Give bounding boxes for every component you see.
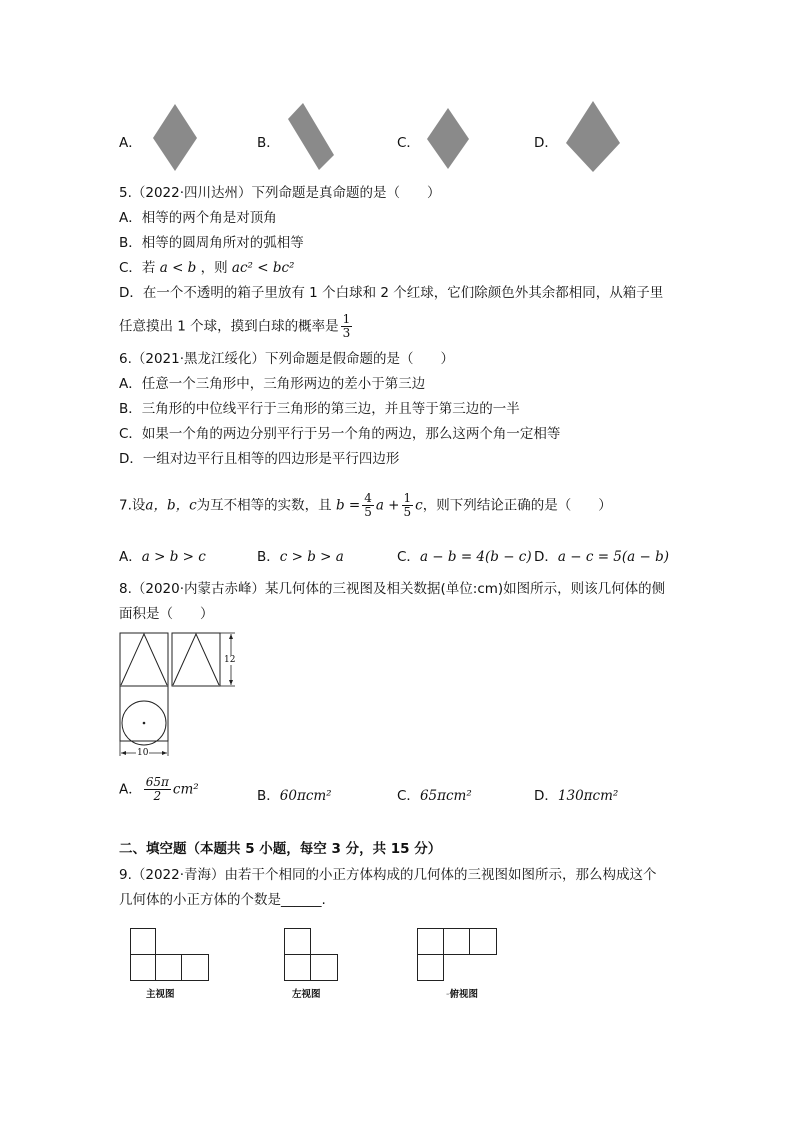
q9-top-view-caption-text: 俯视图 <box>449 989 478 1000</box>
q8-width-dimension: 10 <box>137 748 149 758</box>
q5-option-d-line2 <box>119 313 354 340</box>
q7-stem-suffix: ，则下列结论正确的是（ ） <box>422 497 612 514</box>
q4-option-c-shape <box>426 108 470 170</box>
q7-option-c <box>397 545 532 565</box>
q7-stem-mid: 为互不相等的实数，且 <box>196 497 332 514</box>
top-view-box <box>120 686 168 741</box>
q8-option-c-label: C． <box>397 788 420 804</box>
q7-option-a-label: A． <box>119 549 142 565</box>
q4-option-a-shape <box>152 104 198 172</box>
q5-option-c-mid: ，则 <box>200 260 228 276</box>
q7-option-a-expr: a > b > c <box>141 549 206 565</box>
q9-stem-line2: 几何体的小正方体的个数是______. <box>119 892 326 908</box>
q8-option-a <box>119 776 199 803</box>
q7-fraction-2 <box>402 492 414 519</box>
q7-variables: a，b，c <box>145 497 197 514</box>
caption-marker: - <box>446 989 450 1000</box>
q7-fraction-1 <box>362 492 374 519</box>
fraction-denominator: 5 <box>364 505 372 519</box>
q9-left-view <box>284 928 340 982</box>
q7-option-c-expr: a − b = 4(b − c) <box>419 549 532 565</box>
q9-top-view-caption <box>446 986 478 1000</box>
q8-option-d-label: D． <box>534 788 558 804</box>
q8-three-views-figure <box>119 632 244 760</box>
q5-option-c-result: ac² < bc² <box>231 260 295 276</box>
side-view-triangle <box>173 634 219 685</box>
q5-option-c-prefix: C．若 <box>119 260 156 276</box>
q7-option-d-expr: a − c = 5(a − b) <box>557 549 670 565</box>
q7-option-b-label: B． <box>257 549 280 565</box>
q5-option-d-line1: D．在一个不透明的箱子里放有 1 个白球和 2 个红球，它们除颜色外其余都相同，从箱子里 <box>119 285 664 301</box>
q5-option-d-text: 任意摸出 1 个球，摸到白球的概率是 <box>119 318 339 335</box>
q5-option-c-condition: a < b <box>159 260 197 276</box>
fraction-denominator: 2 <box>153 789 162 803</box>
fraction-numerator: 1 <box>403 491 412 505</box>
fraction-denominator: 3 <box>342 326 351 340</box>
q7-equation-lhs: b = <box>335 497 361 514</box>
q6-option-d: D．一组对边平行且相等的四边形是平行四边形 <box>119 451 400 467</box>
q6-option-a: A．任意一个三角形中，三角形两边的差小于第三边 <box>119 376 426 392</box>
q7-option-d-label: D． <box>534 549 558 565</box>
fraction-numerator: 65π <box>145 775 169 789</box>
q5-option-d-fraction <box>341 313 353 340</box>
q5-option-b: B．相等的圆周角所对的弧相等 <box>119 235 304 251</box>
q7-option-d <box>534 545 669 565</box>
q8-option-a-unit: cm² <box>172 781 199 798</box>
fraction-denominator: 5 <box>403 505 412 519</box>
q6-option-c: C．如果一个角的两边分别平行于另一个角的两边，那么这两个角一定相等 <box>119 426 561 442</box>
q7-option-a <box>119 545 206 565</box>
fraction-numerator: 4 <box>364 491 372 505</box>
q8-option-d-expr: 130πcm² <box>557 788 619 804</box>
side-view-box <box>172 633 220 686</box>
q9-front-view <box>130 928 210 982</box>
q8-height-dimension: 12 <box>224 655 236 665</box>
q8-option-c <box>397 784 472 804</box>
q4-option-a-label: A． <box>119 135 142 151</box>
front-view-box <box>120 633 168 686</box>
q8-option-b-expr: 60πcm² <box>279 788 332 804</box>
q6-stem: 6.（2021·黑龙江绥化）下列命题是假命题的是（ ） <box>119 351 455 367</box>
q8-stem-line1: 8.（2020·内蒙古赤峰）某几何体的三视图及相关数据(单位:cm)如图所示，则该几何体的侧 <box>119 581 666 597</box>
q4-option-d-shape <box>565 101 621 173</box>
q8-option-a-fraction <box>144 776 171 803</box>
q9-front-view-caption: 主视图 <box>146 989 175 1000</box>
q8-option-c-expr: 65πcm² <box>419 788 472 804</box>
q5-stem: 5.（2022·四川达州）下列命题是真命题的是（ ） <box>119 185 441 201</box>
q9-top-view <box>417 928 499 982</box>
q7-term-2: c <box>415 497 423 514</box>
q7-term-1: a + <box>375 497 400 514</box>
q4-option-c-label: C． <box>397 135 420 151</box>
q9-left-view-caption: 左视图 <box>292 989 321 1000</box>
q5-option-a: A．相等的两个角是对顶角 <box>119 210 277 226</box>
q8-option-a-label: A． <box>119 781 142 798</box>
q7-option-c-label: C． <box>397 549 420 565</box>
q5-option-c <box>119 259 294 277</box>
fraction-numerator: 1 <box>342 312 351 326</box>
q9-stem-line1: 9.（2022·青海）由若干个相同的小正方体构成的几何体的三视图如图所示，那么构成这个 <box>119 867 657 883</box>
q4-option-d-label: D． <box>534 135 558 151</box>
top-view-center-dot <box>143 722 146 725</box>
q8-option-b-label: B． <box>257 788 280 804</box>
q4-option-b-shape <box>287 103 335 171</box>
q4-option-b-label: B． <box>257 135 280 151</box>
section-2-title: 二、填空题（本题共 5 小题，每空 3 分，共 15 分） <box>119 841 442 857</box>
q7-option-b <box>257 545 344 565</box>
q8-option-d <box>534 784 618 804</box>
q7-stem-prefix: 7.设 <box>119 497 146 514</box>
q8-stem-line2: 面积是（ ） <box>119 606 214 622</box>
q7-option-b-expr: c > b > a <box>279 549 344 565</box>
front-view-triangle <box>121 634 167 685</box>
q6-option-b: B．三角形的中位线平行于三角形的第三边，并且等于第三边的一半 <box>119 401 520 417</box>
q8-option-b <box>257 784 332 804</box>
q7-stem <box>119 492 612 519</box>
